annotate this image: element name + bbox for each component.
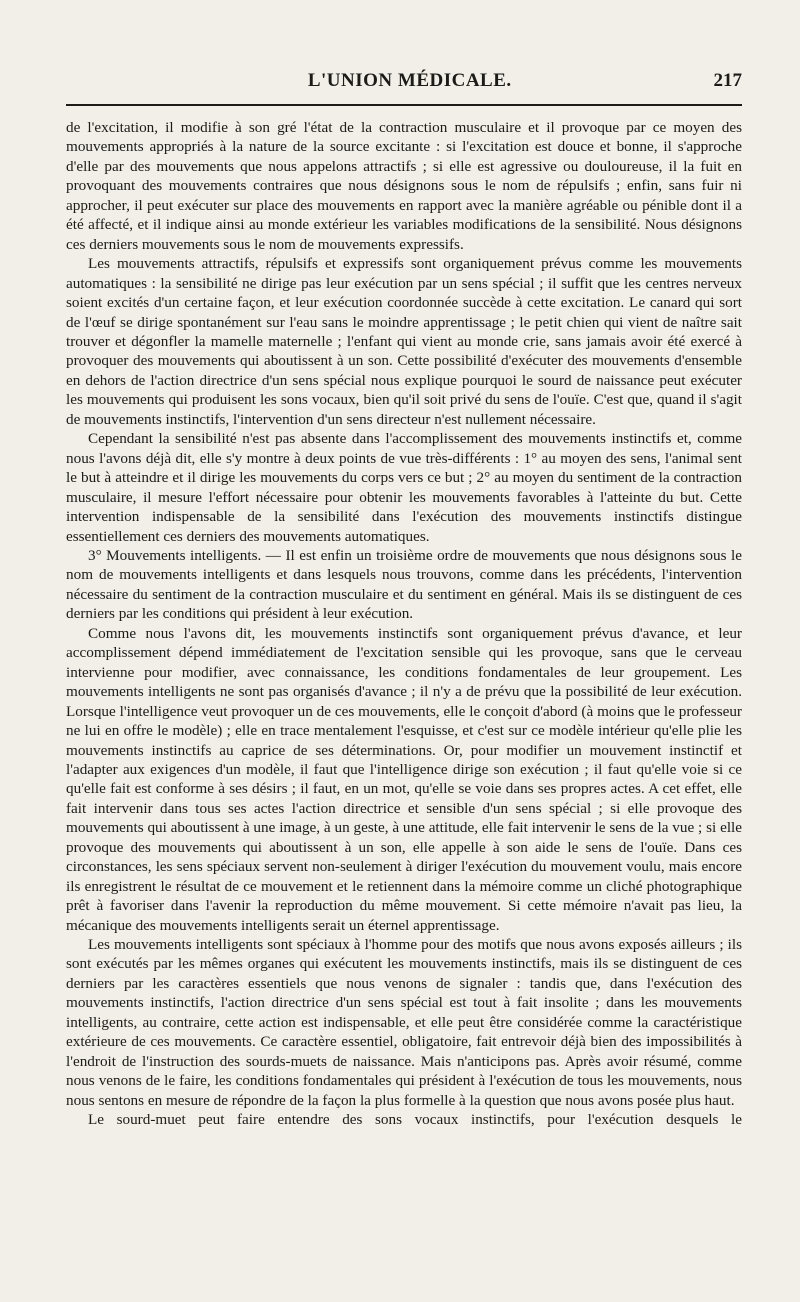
paragraph: Les mouvements intelligents sont spéciaux à l'homme pour des motifs que nous avons exposés ailleurs ; ils sont exécutés par les mêmes organes qui exécutent les mouvements instinctifs, mais ils se distinguent de ces derniers par les caractères essentiels que nous venons de signaler : tandis que, dans l'exécution des mouvements instinctifs, l'action directrice d'un sens spécial est tout à fait insolite ; dans les mouvements intelligents, au contraire, cette action est indispensable, et elle peut être considérée comme la caractéristique extérieure de ces mouvements. Ce caractère essentiel, obligatoire, fait entrevoir déjà bien des impossibilités à l'endroit de l'instruction des sourds-muets de naissance. Mais n'anticipons pas. Après avoir résumé, comme nous venons de le faire, les conditions fondamentales qui président à l'exécution de tous les mouvements, nous nous sentons en mesure de répondre de la façon la plus formelle à la question que nous avons posée plus haut.	[66, 936, 742, 1109]
running-header	[66, 70, 742, 98]
paragraph: Cependant la sensibilité n'est pas absente dans l'accomplissement des mouvements instinctifs et, comme nous l'avons déjà dit, elle s'y montre à deux points de vue très-différents : 1° au moyen des sens, l'animal sent le but à atteindre et il dirige les mouvements du corps vers ce but ; 2° au moyen du sentiment de la contraction musculaire, il mesure l'effort nécessaire pour obtenir les mouvements favorables à l'atteinte du but. Cette intervention indispensable de la sensibilité dans l'exécution des mouvements instinctifs distingue essentiellement ces derniers des mouvements automatiques.	[66, 430, 742, 545]
header-rule	[66, 104, 742, 106]
journal-title: L'UNION MÉDICALE.	[307, 70, 512, 91]
page-number: 217	[713, 70, 742, 91]
article-body	[66, 118, 742, 1130]
paragraph: Les mouvements attractifs, répulsifs et expressifs sont organiquement prévus comme les mouvements automatiques : la sensibilité ne dirige pas leur exécution par un sens spécial ; il suffit que les centres nerveux soient excités d'un certaine façon, et leur exécution coordonnée succède à cette excitation. Le canard qui sort de l'œuf se dirige spontanément sur l'eau sans le moindre apprentissage ; le petit chien qui vient de naître sait trouver et dégonfler la mamelle maternelle ; l'enfant qui vient au monde crie, sans jamais avoir été exercé à provoquer des mouvements qui aboutissent à un son. Cette possibilité d'exécuter des mouvements d'ensemble en dehors de l'action directrice d'un sens spécial nous explique pourquoi le sourd de naissance peut exécuter les mouvements qui produisent les sons vocaux, bien qu'il soit privé du sens de l'ouïe. C'est que, quand il s'agit de mouvements instinctifs, l'intervention d'un sens directeur n'est nullement nécessaire.	[66, 255, 742, 428]
paragraph: 3° Mouvements intelligents. — Il est enfin un troisième ordre de mouvements que nous désignons sous le nom de mouvements intelligents et dans lesquels nous trouvons, comme dans les précédents, l'intervention nécessaire du sentiment de la contraction musculaire et du sentiment en général. Mais ils se distinguent de ces derniers par les conditions qui président à leur exécution.	[66, 546, 742, 623]
paragraph: Le sourd-muet peut faire entendre des sons vocaux instinctifs, pour l'exécution desquels le	[88, 1111, 742, 1129]
paragraph: de l'excitation, il modifie à son gré l'état de la contraction musculaire et il provoque par ce moyen des mouvements appropriés à la nature de la source excitante : si l'excitation est douce et bonne, il s'approche d'elle par des mouvements que nous appelons attractifs ; si elle est agressive ou douloureuse, il la fuit en provoquant des mouvements contraires que nous désignons sous le nom de répulsifs ; enfin, sans fuir ni approcher, il peut exécuter sur place des mouvements en rapport avec la manière agréable ou pénible dont il a été affecté, et il indique ainsi au monde extérieur les variables modifications de la sensibilité. Nous désignons ces derniers mouvements sous le nom de mouvements expressifs.	[66, 119, 742, 253]
paragraph: Comme nous l'avons dit, les mouvements instinctifs sont organiquement prévus d'avance, et leur accomplissement dépend immédiatement de l'excitation sensible qui les provoque, sans que le cerveau intervienne pour modifier, avec connaissance, les conditions fondamentales de leur groupement. Les mouvements intelligents ne sont pas organisés d'avance ; il n'y a de prévu que la possibilité de leur exécution. Lorsque l'intelligence veut provoquer un de ces mouvements, elle le conçoit d'abord (à moins que le professeur ne lui en offre le modèle) ; elle en trace mentalement l'esquisse, et c'est sur ce modèle intérieur qu'elle plie les mouvements instinctifs au caprice de ses déterminations. Or, pour modifier un mouvement instinctif et l'adapter aux exigences d'un modèle, il faut que l'intelligence dirige son exécution ; il faut qu'elle voie si ce qu'elle fait est conforme à ses désirs ; il faut, en un mot, qu'elle se voie dans ses propres actes. A cet effet, elle fait intervenir dans tous ses actes l'action directrice et sensible d'un sens spécial ; si elle provoque des mouvements qui aboutissent à une image, à un geste, à une attitude, elle fait intervenir le sens de la vue ; si elle provoque des mouvements qui aboutissent à un son, elle appelle à son aide le sens de l'ouïe. Dans ces circonstances, les sens spéciaux servent non-seulement à diriger l'exécution du mouvement voulu, mais encore ils enregistrent le résultat de ce mouvement et le retiennent dans la mémoire comme un cliché photographique prêt à favoriser dans l'avenir la reproduction du même mouvement. Si cette mémoire n'avait pas lieu, la mécanique des mouvements intelligents serait un éternel apprentissage.	[66, 624, 742, 934]
